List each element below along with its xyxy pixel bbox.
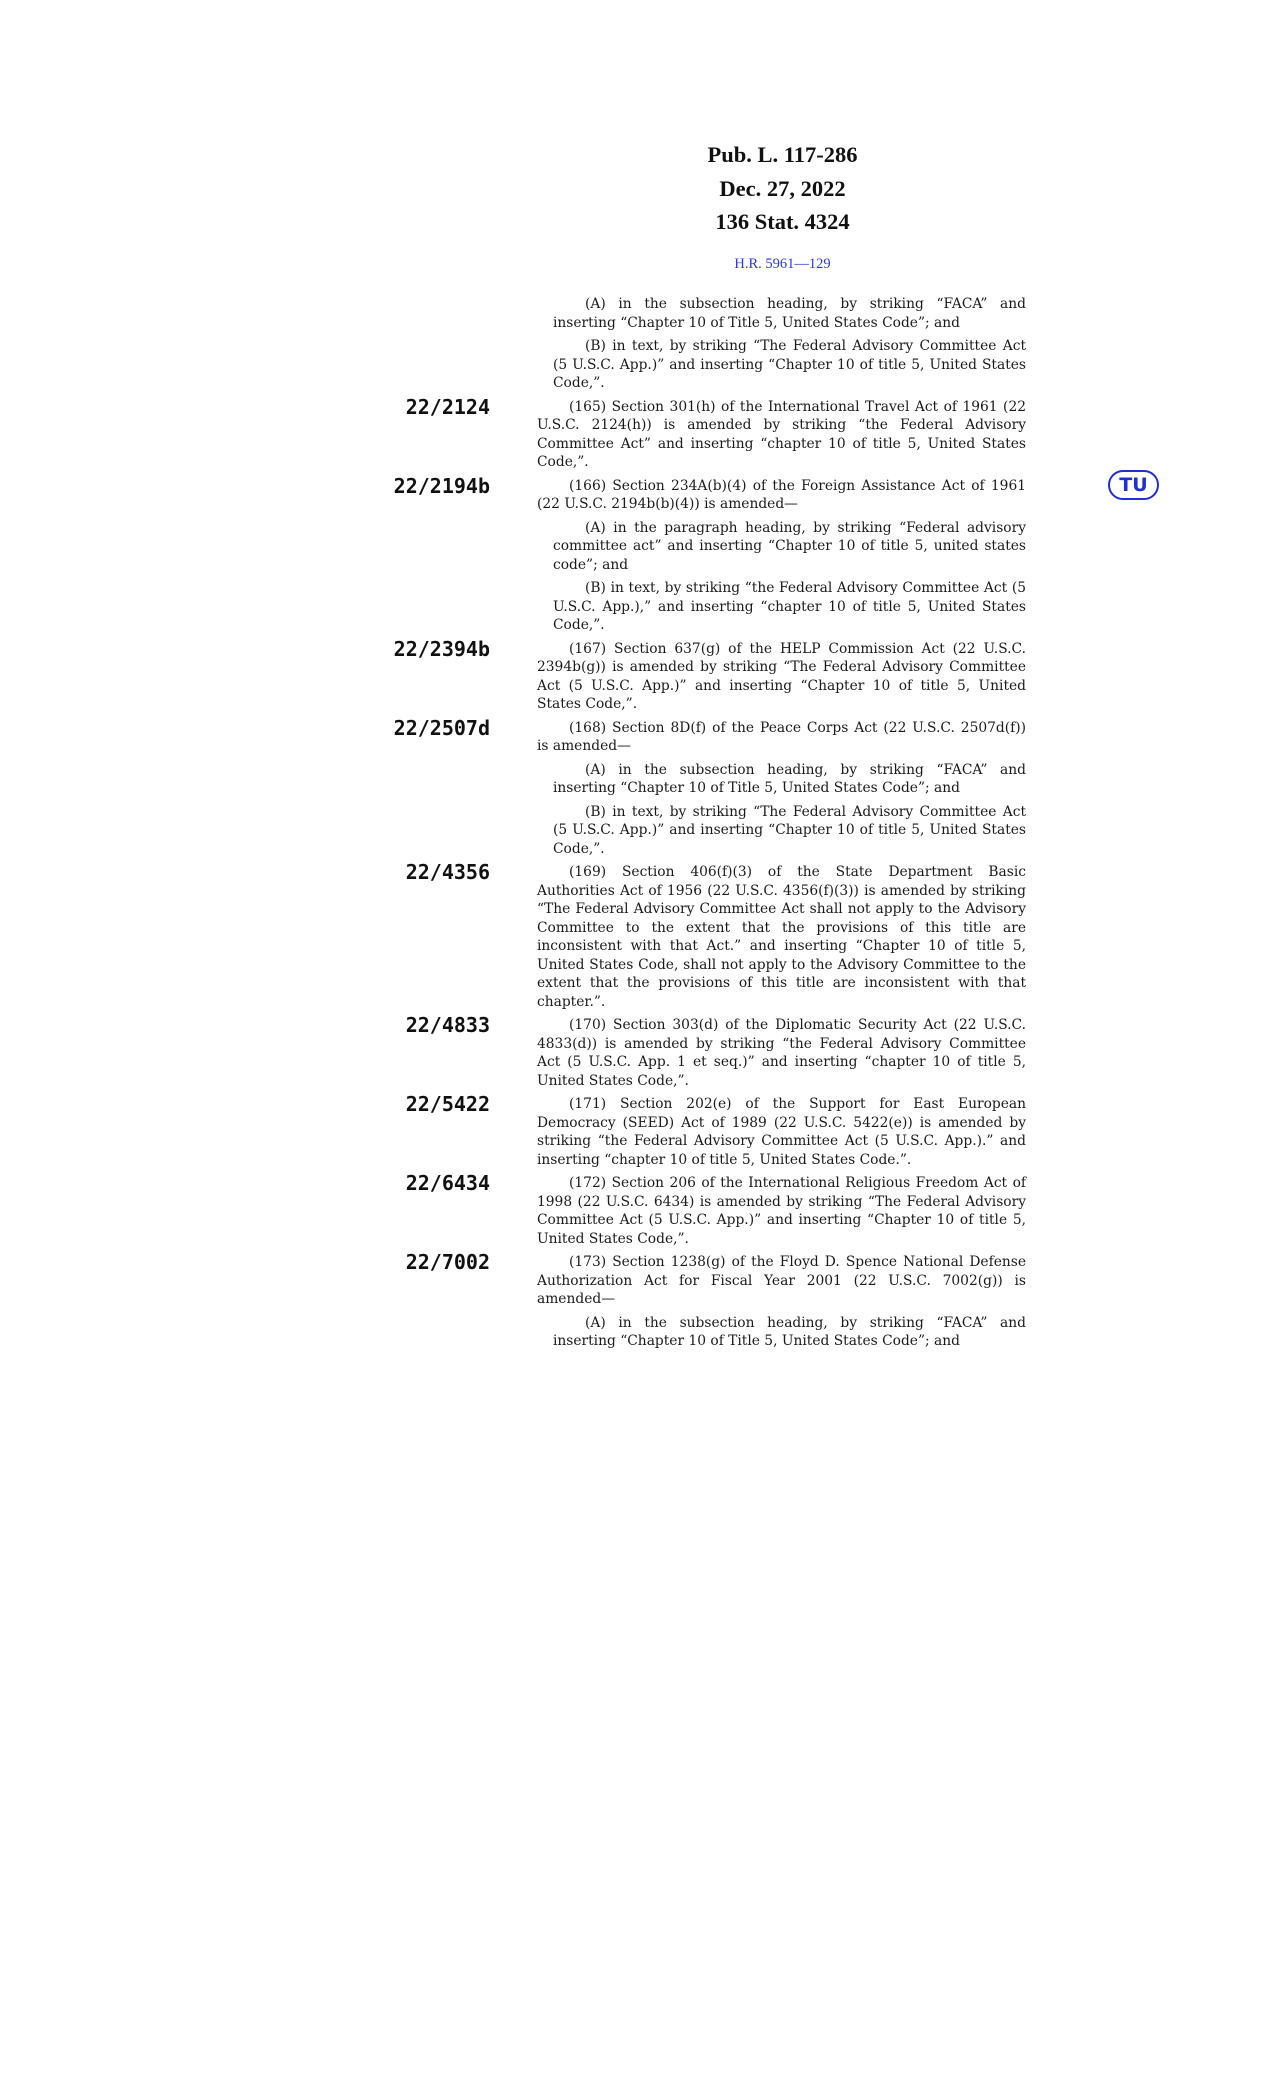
paragraph: (B) in text, by striking “The Federal Advisory Committee Act (5 U.S.C. App.)” and inserting “Chapter 10 of title 5, United States Code,”. bbox=[553, 803, 1026, 857]
margin-note: 22/2194b bbox=[393, 473, 490, 498]
paragraph: 22/4833 (170) Section 303(d) of the Diplomatic Security Act (22 U.S.C. 4833(d)) is amended by striking “the Federal Advisory Committee Act (5 U.S.C. App. 1 et seq.)” and inserting “chapter 10 of title 5, United States Code,”. bbox=[537, 1016, 1026, 1090]
paragraph: (A) in the subsection heading, by striking “FACA” and inserting “Chapter 10 of Title 5, United States Code”; and bbox=[553, 296, 1026, 331]
paragraph: 22/4356 (169) Section 406(f)(3) of the State Department Basic Authorities Act of 1956 (22 U.S.C. 4356(f)(3)) is amended by striking “The Federal Advisory Committee Act shall not apply to the Advisory Committee to the extent that the provisions of this title are inconsistent with that Act.” and inserting “Chapter 10 of title 5, United States Code, shall not apply to the Advisory Committee to the extent that the provisions of this title are inconsistent with that chapter.”. bbox=[537, 863, 1026, 1011]
margin-note: 22/4356 bbox=[405, 860, 490, 884]
enactment-date: Dec. 27, 2022 bbox=[719, 175, 846, 201]
paragraph: 22/7002 (173) Section 1238(g) of the Floyd D. Spence National Defense Authorization Act for Fiscal Year 2001 (22 U.S.C. 7002(g)) is amended— bbox=[537, 1253, 1026, 1309]
document-body bbox=[393, 295, 1026, 1356]
margin-note: 22/2124 bbox=[405, 394, 490, 419]
paragraph: 22/2394b (167) Section 637(g) of the HELP Commission Act (22 U.S.C. 2394b(g)) is amended by striking “The Federal Advisory Committee Act (5 U.S.C. App.)” and inserting “Chapter 10 of title 5, United States Code,”. bbox=[537, 640, 1026, 714]
paragraph: 22/2194b (166) Section 234A(b)(4) of the Foreign Assistance Act of 1961 (22 U.S.C. 2194b(b)(4)) is amended— bbox=[537, 477, 1026, 514]
paragraph: 22/2124 (165) Section 301(h) of the International Travel Act of 1961 (22 U.S.C. 2124(h)) is amended by striking “the Federal Advisory Committee Act” and inserting “chapter 10 of title 5, United States Code,”. bbox=[537, 398, 1026, 472]
tu-badge-icon: TU bbox=[1108, 470, 1159, 500]
margin-note: 22/2394b bbox=[393, 636, 490, 661]
margin-note: 22/7002 bbox=[405, 1250, 490, 1274]
paragraph: 22/5422 (171) Section 202(e) of the Support for East European Democracy (SEED) Act of 1989 (22 U.S.C. 5422(e)) is amended by striking “the Federal Advisory Committee Act (5 U.S.C. App.).” and inserting “chapter 10 of title 5, United States Code.”. bbox=[537, 1095, 1026, 1169]
paragraph: (B) in text, by striking “the Federal Advisory Committee Act (5 U.S.C. App.),” and inserting “chapter 10 of title 5, United States Code,”. bbox=[553, 580, 1026, 633]
statute-page: 136 Stat. 4324 bbox=[715, 209, 850, 234]
paragraph: (A) in the paragraph heading, by striking “Federal advisory committee act” and inserting “Chapter 10 of title 5, united states code”; and bbox=[553, 519, 1026, 573]
paragraph: (A) in the subsection heading, by striking “FACA” and inserting “Chapter 10 of Title 5, United States Code”; and bbox=[553, 1314, 1026, 1349]
public-law-number: Pub. L. 117-286 bbox=[707, 142, 858, 167]
margin-note: 22/4833 bbox=[405, 1013, 490, 1037]
page-header bbox=[535, 138, 1030, 239]
margin-note: 22/2507d bbox=[393, 715, 490, 740]
paragraph: (B) in text, by striking “The Federal Advisory Committee Act (5 U.S.C. App.)” and inserting “Chapter 10 of title 5, United States Code,”. bbox=[553, 338, 1026, 391]
margin-note: 22/6434 bbox=[405, 1171, 490, 1195]
margin-note: 22/5422 bbox=[405, 1092, 490, 1116]
paragraph: 22/6434 (172) Section 206 of the International Religious Freedom Act of 1998 (22 U.S.C. 6434) is amended by striking “The Federal Advisory Committee Act (5 U.S.C. App.)” and inserting “Chapter 10 of title 5, United States Code,”. bbox=[537, 1174, 1026, 1248]
paragraph: (A) in the subsection heading, by striking “FACA” and inserting “Chapter 10 of Title 5, United States Code”; and bbox=[553, 761, 1026, 796]
bill-reference: H.R. 5961—129 bbox=[734, 256, 831, 272]
paragraph: 22/2507d (168) Section 8D(f) of the Peace Corps Act (22 U.S.C. 2507d(f)) is amended— bbox=[537, 719, 1026, 756]
